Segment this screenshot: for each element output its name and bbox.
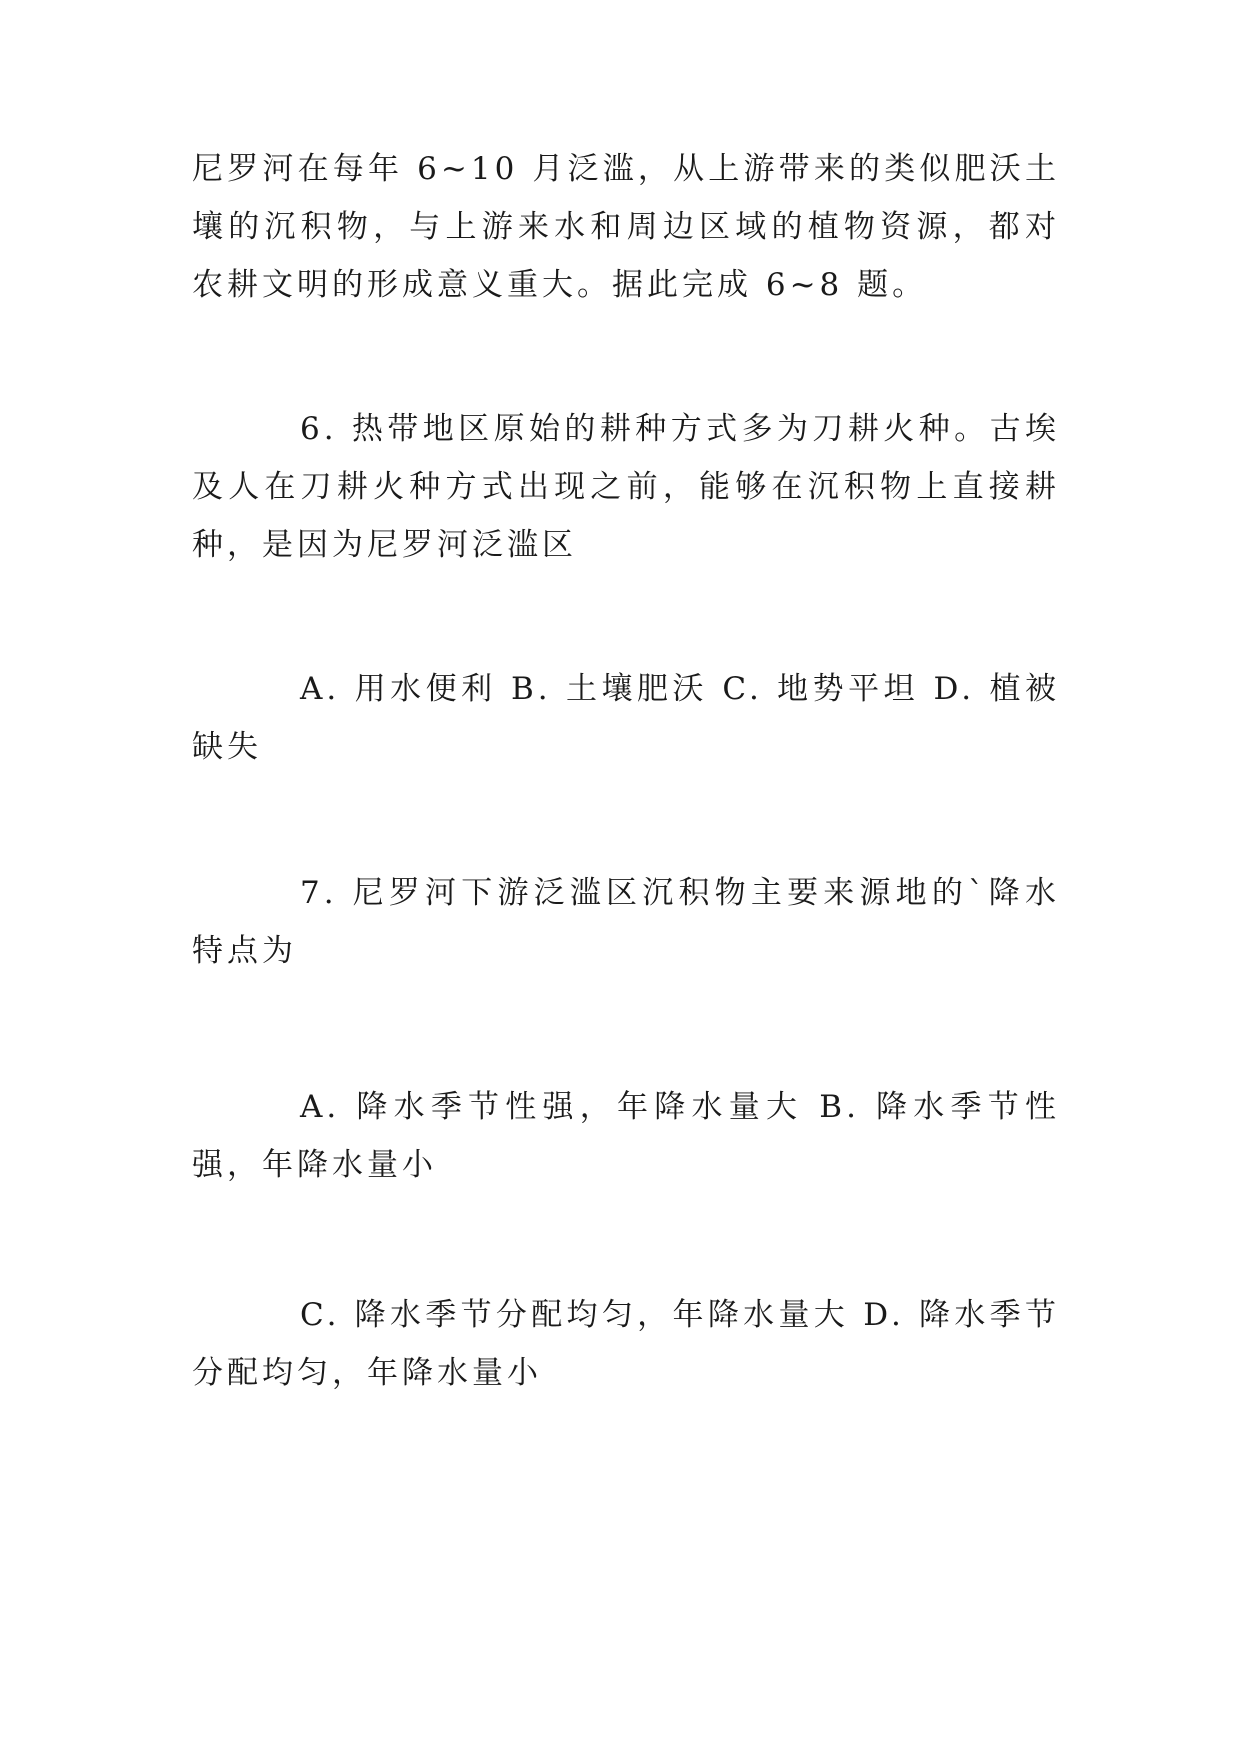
question-7-stem: 7. 尼罗河下游泛滥区沉积物主要来源地的`降水特点为 [192,875,1060,969]
question-6-options: A. 用水便利 B. 土壤肥沃 C. 地势平坦 D. 植被缺失 [192,671,1060,765]
intro-paragraph: 尼罗河在每年 6~10 月泛滥，从上游带来的类似肥沃土壤的沉积物，与上游来水和周边区域的植物资源，都对农耕文明的形成意义重大。据此完成 6~8 题。 [192,151,1060,303]
question-7-options-ab: A. 降水季节性强，年降水量大 B. 降水季节性强，年降水量小 [192,1089,1060,1183]
question-6-stem: 6. 热带地区原始的耕种方式多为刀耕火种。古埃及人在刀耕火种方式出现之前，能够在沉积物上直接耕种，是因为尼罗河泛滥区 [192,411,1060,563]
question-7-options-cd: C. 降水季节分配均匀，年降水量大 D. 降水季节分配均匀，年降水量小 [192,1297,1060,1391]
